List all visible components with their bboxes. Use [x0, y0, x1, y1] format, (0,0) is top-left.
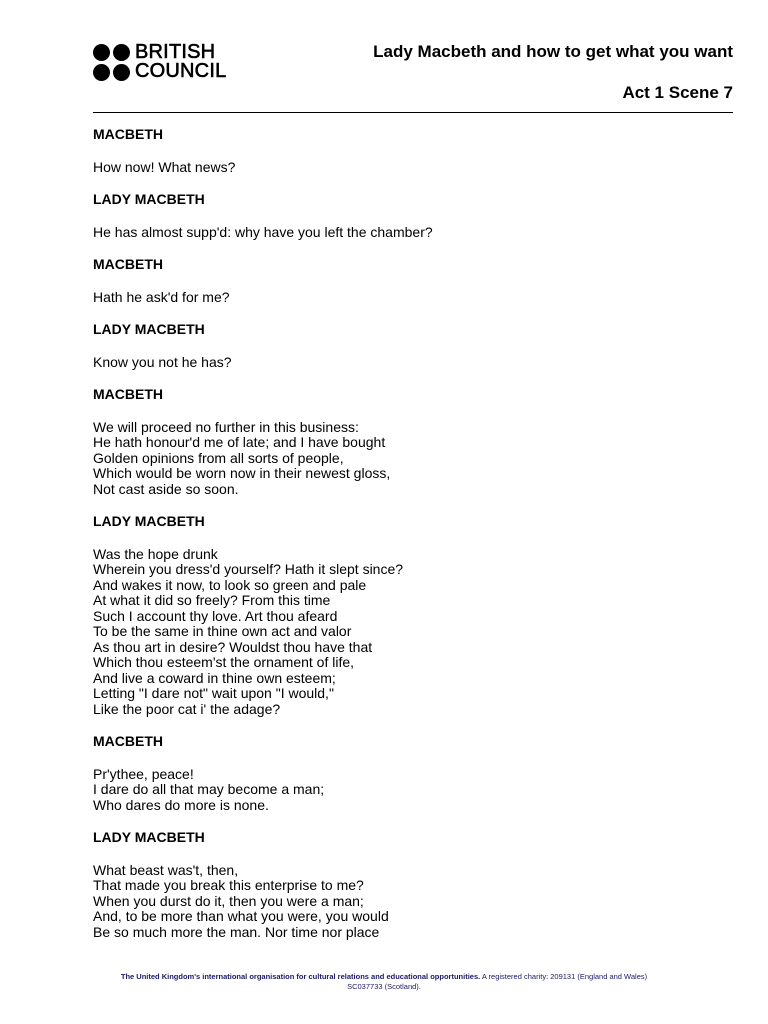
- speech-line: And wakes it now, to look so green and pale: [93, 576, 367, 593]
- header-divider: [93, 112, 733, 113]
- speaker-name: MACBETH: [93, 386, 163, 402]
- speech-line: To be the same in thine own act and valor: [93, 623, 352, 639]
- speech-line: He has almost supp'd: why have you left the chamber?: [93, 223, 433, 240]
- speech-line: Know you not he has?: [93, 353, 232, 370]
- footer-bold-text: The United Kingdom's international organisation for cultural relations and educational opportunities.: [120, 972, 481, 981]
- speech-line: He hath honour'd me of late; and I have bought: [93, 434, 386, 450]
- document-subtitle: Act 1 Scene 7: [622, 83, 733, 102]
- speech-line: Letting "I dare not" wait upon "I would,": [93, 685, 334, 701]
- speech-line: What beast was't, then,: [93, 861, 239, 878]
- logo-line-1: BRITISH: [135, 41, 216, 63]
- speaker-name: MACBETH: [93, 256, 163, 272]
- footer: [100, 972, 668, 992]
- speaker-name: LADY MACBETH: [93, 829, 205, 845]
- speech-line: Be so much more the man. Nor time nor place: [93, 923, 380, 940]
- logo-dots-icon: [93, 44, 130, 81]
- speech-line: And live a coward in thine own esteem;: [93, 669, 336, 686]
- speech-block: [93, 160, 733, 176]
- british-council-logo: [93, 43, 226, 81]
- speech-line: When you durst do it, then you were a man;: [93, 892, 364, 909]
- speech-block: [93, 290, 733, 306]
- footer-line-2: SC037733 (Scotland).: [347, 982, 421, 991]
- speech-line: Not cast aside so soon.: [93, 480, 239, 497]
- speech-block: [93, 420, 733, 498]
- speech-line: Wherein you dress'd yourself? Hath it slept since?: [93, 561, 404, 577]
- speaker-name: MACBETH: [93, 733, 163, 749]
- speech-line: Golden opinions from all sorts of people,: [93, 449, 344, 466]
- speaker-name: LADY MACBETH: [93, 191, 205, 207]
- speaker-name: MACBETH: [93, 126, 163, 142]
- speech-line: We will proceed no further in this business:: [93, 418, 359, 435]
- speaker-name: LADY MACBETH: [93, 321, 205, 337]
- speech-line: Which thou esteem'st the ornament of life,: [93, 654, 355, 670]
- speech-line: And, to be more than what you were, you would: [93, 908, 389, 924]
- logo-line-2: COUNCIL: [135, 60, 227, 82]
- speech-line: How now! What news?: [93, 158, 236, 175]
- speech-line: I dare do all that may become a man;: [93, 781, 325, 797]
- speech-line: As thou art in desire? Wouldst thou have that: [93, 638, 373, 655]
- speech-block: [93, 225, 733, 241]
- speech-line: Hath he ask'd for me?: [93, 288, 230, 305]
- speech-line: Was the hope drunk: [93, 545, 218, 562]
- speech-block: [93, 863, 733, 941]
- speech-line: That made you break this enterprise to me?: [93, 877, 364, 893]
- speech-block: [93, 767, 733, 814]
- speech-block: [93, 547, 733, 718]
- footer-line-1: [100, 972, 668, 982]
- speaker-name: LADY MACBETH: [93, 513, 205, 529]
- footer-normal-text: A registered charity: 209131 (England and Wales): [480, 972, 648, 981]
- logo-wordmark: [135, 43, 226, 81]
- speech-line: Who dares do more is none.: [93, 796, 269, 813]
- speech-line: Such I account thy love. Art thou afeard: [93, 607, 338, 624]
- speech-line: Pr'ythee, peace!: [93, 765, 194, 782]
- speech-line: Which would be worn now in their newest gloss,: [93, 465, 391, 481]
- script-body: [93, 127, 733, 957]
- speech-line: At what it did so freely? From this time: [93, 592, 331, 608]
- speech-block: [93, 355, 733, 371]
- speech-line: Like the poor cat i' the adage?: [93, 700, 281, 717]
- document-title: Lady Macbeth and how to get what you want: [373, 42, 733, 61]
